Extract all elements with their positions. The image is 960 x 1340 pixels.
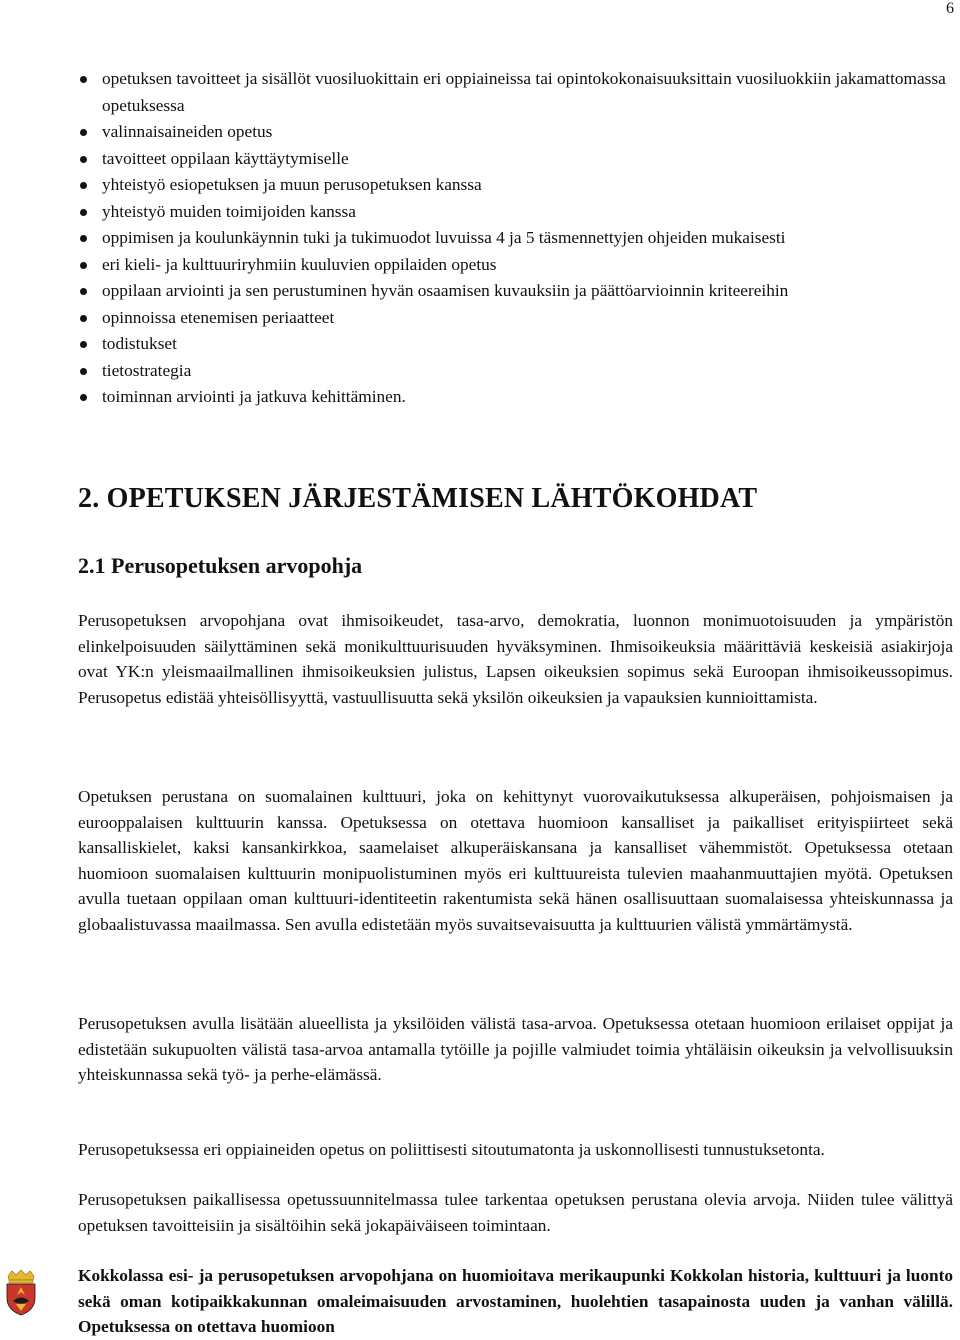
list-item-text: tietostrategia: [102, 360, 192, 380]
list-item: [78, 225, 958, 252]
list-item-text: todistukset: [102, 334, 177, 353]
list-item: [78, 278, 958, 305]
list-item: [78, 384, 958, 411]
paragraph-culture: Opetuksen perustana on suomalainen kulttuuri, joka on kehittynyt vuorovaikutuksessa alkuperäisen, pohjoismaisen ja eurooppalaisen kulttuurin kanssa. Opetuksessa on otettava huomioon kansalliset ja paikalliset erityispiirteet sekä kansalliskielet, kaksi kansankirkkoa, saamelaiset alkuperäiskansana ja kansalliset vähemmistöt. Opetuksessa otetaan huomioon suomalaisen kulttuurin monipuolistuminen myös eri kulttuureista tulevien maahanmuuttajien myötä. Opetuksen avulla tuetaan oppilaan oman kulttuuri-identiteetin rakentumista sekä hänen osallisuuttaan suomalaisessa yhteiskunnassa ja globaalistuvassa maailmassa. Sen avulla edistetään myös suvaitsevaisuutta ja kulttuurien välistä ymmärtämystä.: [78, 787, 953, 934]
bullet-icon: [80, 182, 87, 189]
requirements-list: [78, 66, 958, 411]
bullet-icon: [80, 341, 87, 348]
list-item-text: yhteistyö esiopetuksen ja muun perusopetuksen kanssa: [102, 175, 482, 194]
bullet-icon: [80, 262, 87, 269]
bullet-icon: [80, 394, 87, 401]
list-item: [78, 252, 958, 279]
list-item-text: toiminnan arviointi ja jatkuva kehittäminen.: [102, 387, 406, 406]
kokkola-crest-icon: [4, 1268, 38, 1316]
list-item-text: opetuksen tavoitteet ja sisällöt vuosiluokittain eri oppiaineissa tai opintokokonaisuuksittain vuosiluokkiin jakamattomassa opetuksessa: [102, 69, 946, 115]
paragraph-kokkola: Kokkolassa esi- ja perusopetuksen arvopohjana on huomioitava merikaupunki Kokkolan historia, kulttuuri ja luonto sekä oman kotipaikkakunnan omaleimaisuuden arvostaminen, huolehtien tasapainosta uuden ja vanhan välillä. Opetuksessa on otettava huomioon: [78, 1266, 953, 1336]
paragraph-neutrality: Perusopetuksessa eri oppiaineiden opetus on poliittisesti sitoutumatonta ja uskonnollisesti tunnustuksetonta.: [78, 1140, 825, 1159]
bullet-icon: [80, 368, 87, 375]
paragraph-equality: Perusopetuksen avulla lisätään alueellista ja yksilöiden välistä tasa-arvoa. Opetuksessa otetaan huomioon erilaiset oppijat ja edistetään sukupuolten välistä tasa-arvoa antamalla tytöille ja pojille valmiudet toimia yhtäläisin oikeuksin ja velvollisuuksin yhteiskunnassa sekä työ- ja perhe-elämässä.: [78, 1014, 953, 1084]
bullet-icon: [80, 315, 87, 322]
bullet-icon: [80, 235, 87, 242]
list-item-text: yhteistyö muiden toimijoiden kanssa: [102, 201, 356, 221]
list-item: [78, 172, 958, 199]
subsection-heading: 2.1 Perusopetuksen arvopohja: [78, 553, 363, 578]
bullet-icon: [80, 288, 87, 295]
list-item-text: oppimisen ja koulunkäynnin tuki ja tukimuodot luvuissa 4 ja 5 täsmennettyjen ohjeiden mukaisesti: [102, 228, 786, 247]
bullet-icon: [80, 76, 87, 83]
list-item: [78, 119, 958, 146]
list-item: [78, 358, 958, 385]
list-item-text: valinnaisaineiden opetus: [102, 122, 273, 141]
paragraph-values-basis: Perusopetuksen arvopohjana ovat ihmisoikeudet, tasa-arvo, demokratia, luonnon monimuotoisuuden ja ympäristön elinkelpoisuuden säilyttäminen sekä monikulttuurisuuden hyväksyminen. Ihmisoikeuksia määrittäviä keskeisiä asiakirjoja ovat YK:n yleismaailmallinen ihmisoikeuksien julistus, Lapsen oikeuksien sopimus sekä Euroopan ihmisoikeussopimus. Perusopetus edistää yhteisöllisyyttä, vastuullisuutta sekä yksilön oikeuksien ja vapauksien kunnioittamista.: [78, 611, 953, 707]
bullet-icon: [80, 209, 87, 216]
list-item: [78, 305, 958, 332]
paragraph-local-curriculum: Perusopetuksen paikallisessa opetussuunnitelmassa tulee tarkentaa opetuksen perustana olevia arvoja. Niiden tulee välittyä opetuksen tavoitteisiin ja sisältöihin sekä jokapäiväiseen toimintaan.: [78, 1190, 953, 1235]
list-item: [78, 146, 958, 173]
page-number: 6: [946, 0, 954, 17]
list-item-text: eri kieli- ja kulttuuriryhmiin kuuluvien oppilaiden opetus: [102, 254, 497, 274]
list-item-text: oppilaan arviointi ja sen perustuminen hyvän osaamisen kuvauksiin ja päättöarvioinnin kriteereihin: [102, 281, 789, 300]
section-heading: 2. OPETUKSEN JÄRJESTÄMISEN LÄHTÖKOHDAT: [78, 483, 758, 514]
list-item: [78, 199, 958, 226]
list-item: [78, 66, 958, 119]
list-item: [78, 331, 958, 358]
list-item-text: tavoitteet oppilaan käyttäytymiselle: [102, 148, 349, 168]
list-item-text: opinnoissa etenemisen periaatteet: [102, 307, 335, 327]
bullet-icon: [80, 156, 87, 163]
bullet-icon: [80, 129, 87, 136]
